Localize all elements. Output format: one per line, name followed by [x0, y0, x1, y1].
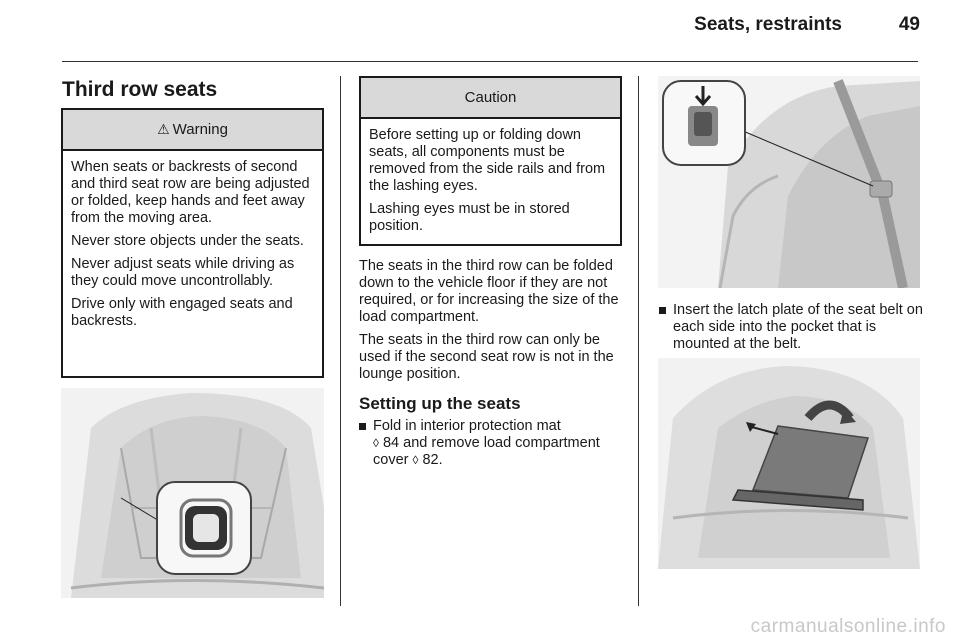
- instruction-bullet-right: [659, 302, 935, 353]
- page-number: 49: [898, 14, 920, 35]
- warning-label: Warning: [172, 121, 228, 138]
- trunk-lashing-eye-illustration: [61, 388, 324, 598]
- bullet-text: and remove load compartment cover: [373, 435, 600, 468]
- instruction-bullet: [359, 418, 624, 469]
- body-paragraph: The seats in the third row can only be used if the second seat row is not in the lounge position.: [359, 332, 614, 382]
- caution-label: Caution: [464, 89, 517, 106]
- body-paragraph: The seats in the third row can be folded down to the vehicle floor if they are not required, or for increasing the size of the load compartment.: [359, 258, 619, 325]
- column-divider-left: [340, 76, 341, 606]
- caution-body: [361, 119, 620, 247]
- column-divider-right: [638, 76, 639, 606]
- bullet-text: Fold in interior protection mat: [373, 418, 561, 434]
- warning-triangle-icon: ⚠: [157, 121, 170, 137]
- section-title: Third row seats: [62, 78, 218, 101]
- watermark-text: carmanualsonline.info: [750, 616, 946, 637]
- header-divider: [62, 61, 918, 62]
- caution-paragraph: Before setting up or folding down seats, all components must be removed from the side rails and from the lashing eyes.: [369, 127, 606, 194]
- page-reference-icon: ◊: [373, 436, 379, 450]
- subheading: Setting up the seats: [359, 394, 521, 413]
- caution-paragraph: Lashing eyes must be in stored position.: [369, 201, 570, 234]
- warning-header: [63, 110, 322, 151]
- warning-box: [61, 108, 324, 378]
- seat-folding-illustration: [658, 358, 920, 569]
- bullet-square-icon: [659, 307, 666, 314]
- seatbelt-latch-illustration: [658, 76, 920, 288]
- warning-paragraph: When seats or backrests of second and third seat row are being adjusted or folded, keep hands and feet away from the moving area.: [71, 159, 310, 226]
- page-reference[interactable]: 84: [382, 435, 400, 451]
- warning-body: [63, 151, 322, 342]
- caution-header: [361, 78, 620, 119]
- bullet-text-end: .: [438, 452, 443, 468]
- warning-paragraph: Never adjust seats while driving as they could move uncontrollably.: [71, 256, 295, 289]
- page-reference[interactable]: 82: [422, 452, 439, 468]
- page-reference-icon: ◊: [412, 453, 419, 467]
- bullet-text: Insert the latch plate of the seat belt on each side into the pocket that is mounted at the belt.: [673, 302, 923, 352]
- bullet-square-icon: [359, 423, 366, 430]
- warning-paragraph: Drive only with engaged seats and backrests.: [71, 296, 293, 329]
- middle-text-block: [359, 258, 624, 469]
- warning-paragraph: Never store objects under the seats.: [71, 233, 304, 249]
- running-header-title: Seats, restraints: [694, 14, 842, 35]
- caution-box: [359, 76, 622, 246]
